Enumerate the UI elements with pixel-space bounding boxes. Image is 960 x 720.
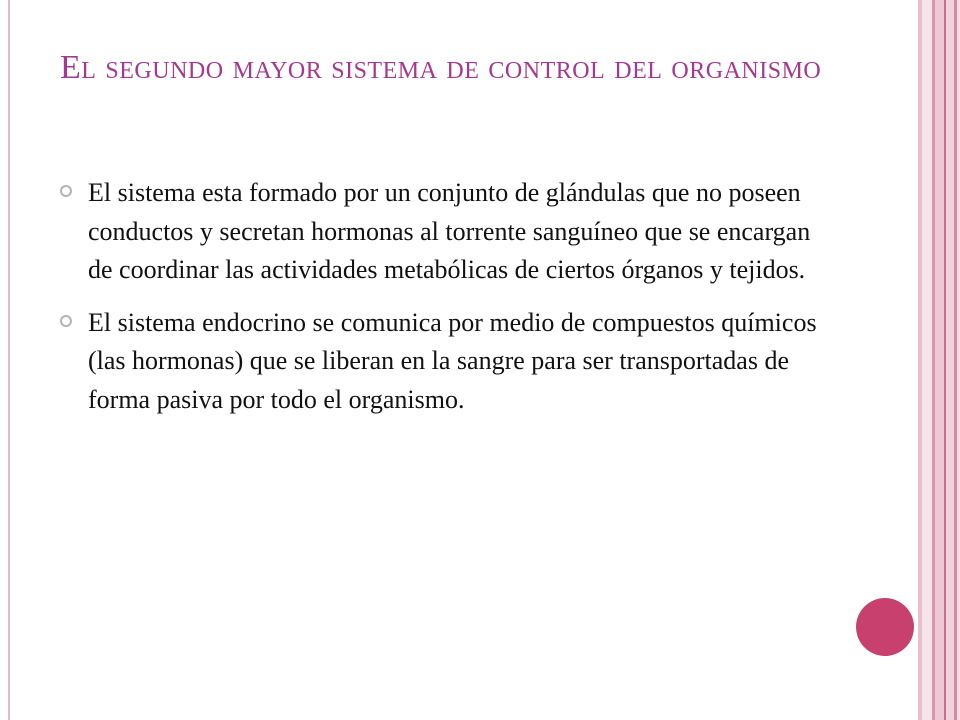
bullet-text: El sistema esta formado por un conjunto de glándulas que no poseen conductos y secretan hormonas al torrente sanguíneo que se encargan de coordinar las actividades metabólicas de ciertos órganos y tejidos. bbox=[88, 178, 811, 284]
stripe bbox=[935, 0, 944, 720]
hollow-circle-icon bbox=[60, 315, 72, 327]
stripe bbox=[946, 0, 954, 720]
left-border-line bbox=[8, 0, 10, 720]
bullet-item bbox=[60, 304, 840, 420]
bullet-list bbox=[60, 174, 840, 433]
hollow-circle-icon bbox=[60, 185, 72, 197]
slide-title: El segundo mayor sistema de control del organismo bbox=[60, 49, 822, 86]
stripe bbox=[922, 0, 932, 720]
decorative-stripes bbox=[918, 0, 960, 720]
decorative-circle bbox=[856, 598, 914, 656]
bullet-text: El sistema endocrino se comunica por medio de compuestos químicos (las hormonas) que se liberan en la sangre para ser transportadas de forma pasiva por todo el organismo. bbox=[88, 307, 817, 414]
bullet-item bbox=[60, 174, 840, 290]
